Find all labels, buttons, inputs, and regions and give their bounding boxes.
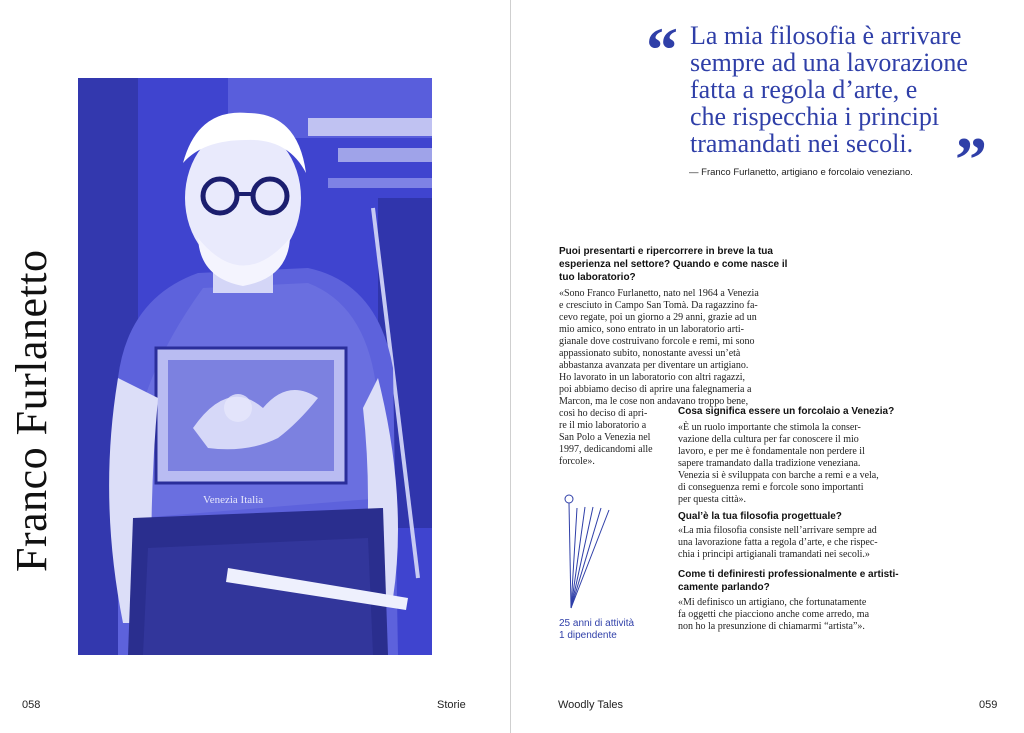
answer-line: vazione della cultura per far conoscere il mio xyxy=(678,434,859,445)
answer-line: re il mio laboratorio a xyxy=(559,420,647,431)
answer-line: poi abbiamo deciso di aprire una falegnameria a xyxy=(559,384,752,395)
quote-attribution: — Franco Furlanetto, artigiano e forcolaio veneziano. xyxy=(689,167,913,178)
question-2 xyxy=(678,405,908,418)
answer-line: Venezia si è sviluppata con barche a remi e a vela, xyxy=(678,470,879,481)
answer-line: fa oggetti che piacciono anche come arredo, ma xyxy=(678,609,870,620)
left-page xyxy=(0,0,510,733)
answer-line: 1997, dedicandomi alle xyxy=(559,444,653,455)
question-line: tuo laboratorio? xyxy=(559,272,636,283)
page-number-left: 058 xyxy=(22,699,41,711)
pull-quote-line: tramandati nei secoli. xyxy=(690,129,914,158)
stat-employees: 1 dipendente xyxy=(559,630,617,641)
forcola-line-icon xyxy=(555,490,625,615)
answer-line: per questa città». xyxy=(678,494,747,505)
answer-4 xyxy=(678,597,908,633)
answer-3 xyxy=(678,525,908,561)
question-4 xyxy=(678,568,908,594)
shirt-print-text: Venezia Italia xyxy=(203,494,264,506)
answer-line: e cresciuto in Campo San Tomà. Da ragazzino fa- xyxy=(559,300,758,311)
answer-line: così ho deciso di apri- xyxy=(559,408,648,419)
answer-line: Marcon, ma le cose non andavano troppo bene, xyxy=(559,396,749,407)
answer-line: di conseguenza remi e forcole sono importanti xyxy=(678,482,864,493)
answer-line: San Polo a Venezia nel xyxy=(559,432,651,443)
question-3 xyxy=(678,510,908,523)
stat-years-active: 25 anni di attività xyxy=(559,618,635,629)
question-line: Qual’è la tua filosofia progettuale? xyxy=(678,511,842,522)
publication-name: Woodly Tales xyxy=(558,699,624,711)
answer-line: lavoro, e per me è fondamentale non perdere il xyxy=(678,446,865,457)
pull-quote-line: che rispecchia i principi xyxy=(690,102,940,131)
close-quote-icon: ” xyxy=(955,124,987,195)
question-line: Cosa significa essere un forcolaio a Venezia? xyxy=(678,406,895,417)
pull-quote-line: La mia filosofia è arrivare xyxy=(690,21,962,50)
answer-line: «La mia filosofia consiste nell’arrivare sempre ad xyxy=(678,525,877,536)
question-line: esperienza nel settore? Quando e come nasce il xyxy=(559,259,788,270)
portrait-photo xyxy=(78,78,432,655)
answer-line: chia i principi artigianali tramandati nei secoli.» xyxy=(678,549,870,560)
answer-line: sapere tramandato dalla tradizione veneziana. xyxy=(678,458,861,469)
answer-line: «Mi definisco un artigiano, che fortunatamente xyxy=(678,597,867,608)
answer-2 xyxy=(678,422,908,506)
pull-quote-line: fatta a regola d’arte, e xyxy=(690,75,918,104)
vertical-title: Franco Furlanetto xyxy=(7,249,56,572)
question-line: Puoi presentarti e ripercorrere in breve la tua xyxy=(559,246,773,257)
pull-quote-line: sempre ad una lavorazione xyxy=(690,48,968,77)
answer-line: cevo regate, poi un giorno a 29 anni, grazie ad un xyxy=(559,312,757,323)
answer-line: gianale dove costruivano forcole e remi, mi sono xyxy=(559,336,755,347)
question-1 xyxy=(559,245,788,284)
answer-line: non ho la presunzione di chiamarmi “artista”». xyxy=(678,621,865,632)
answer-line: «È un ruolo importante che stimola la conser- xyxy=(678,422,861,433)
answer-line: abbastanza avanzata per diventare un artigiano. xyxy=(559,360,749,371)
answer-line: mio amico, sono entrato in un laboratorio arti- xyxy=(559,324,744,335)
open-quote-icon: “ xyxy=(646,14,678,85)
section-label: Storie xyxy=(437,699,466,711)
answer-line: forcole». xyxy=(559,456,595,467)
answer-line: «Sono Franco Furlanetto, nato nel 1964 a Venezia xyxy=(559,288,759,299)
portrait-illustration xyxy=(78,78,432,655)
answer-line: una lavorazione fatta a regola d’arte, e che rispec- xyxy=(678,537,878,548)
page-number-right: 059 xyxy=(979,699,998,711)
question-line: camente parlando? xyxy=(678,582,770,593)
question-line: Come ti definiresti professionalmente e artisti- xyxy=(678,569,899,580)
answer-line: appassionato subito, nonostante avessi un’età xyxy=(559,348,741,359)
answer-line: Ho lavorato in un laboratorio con altri ragazzi, xyxy=(559,372,746,383)
